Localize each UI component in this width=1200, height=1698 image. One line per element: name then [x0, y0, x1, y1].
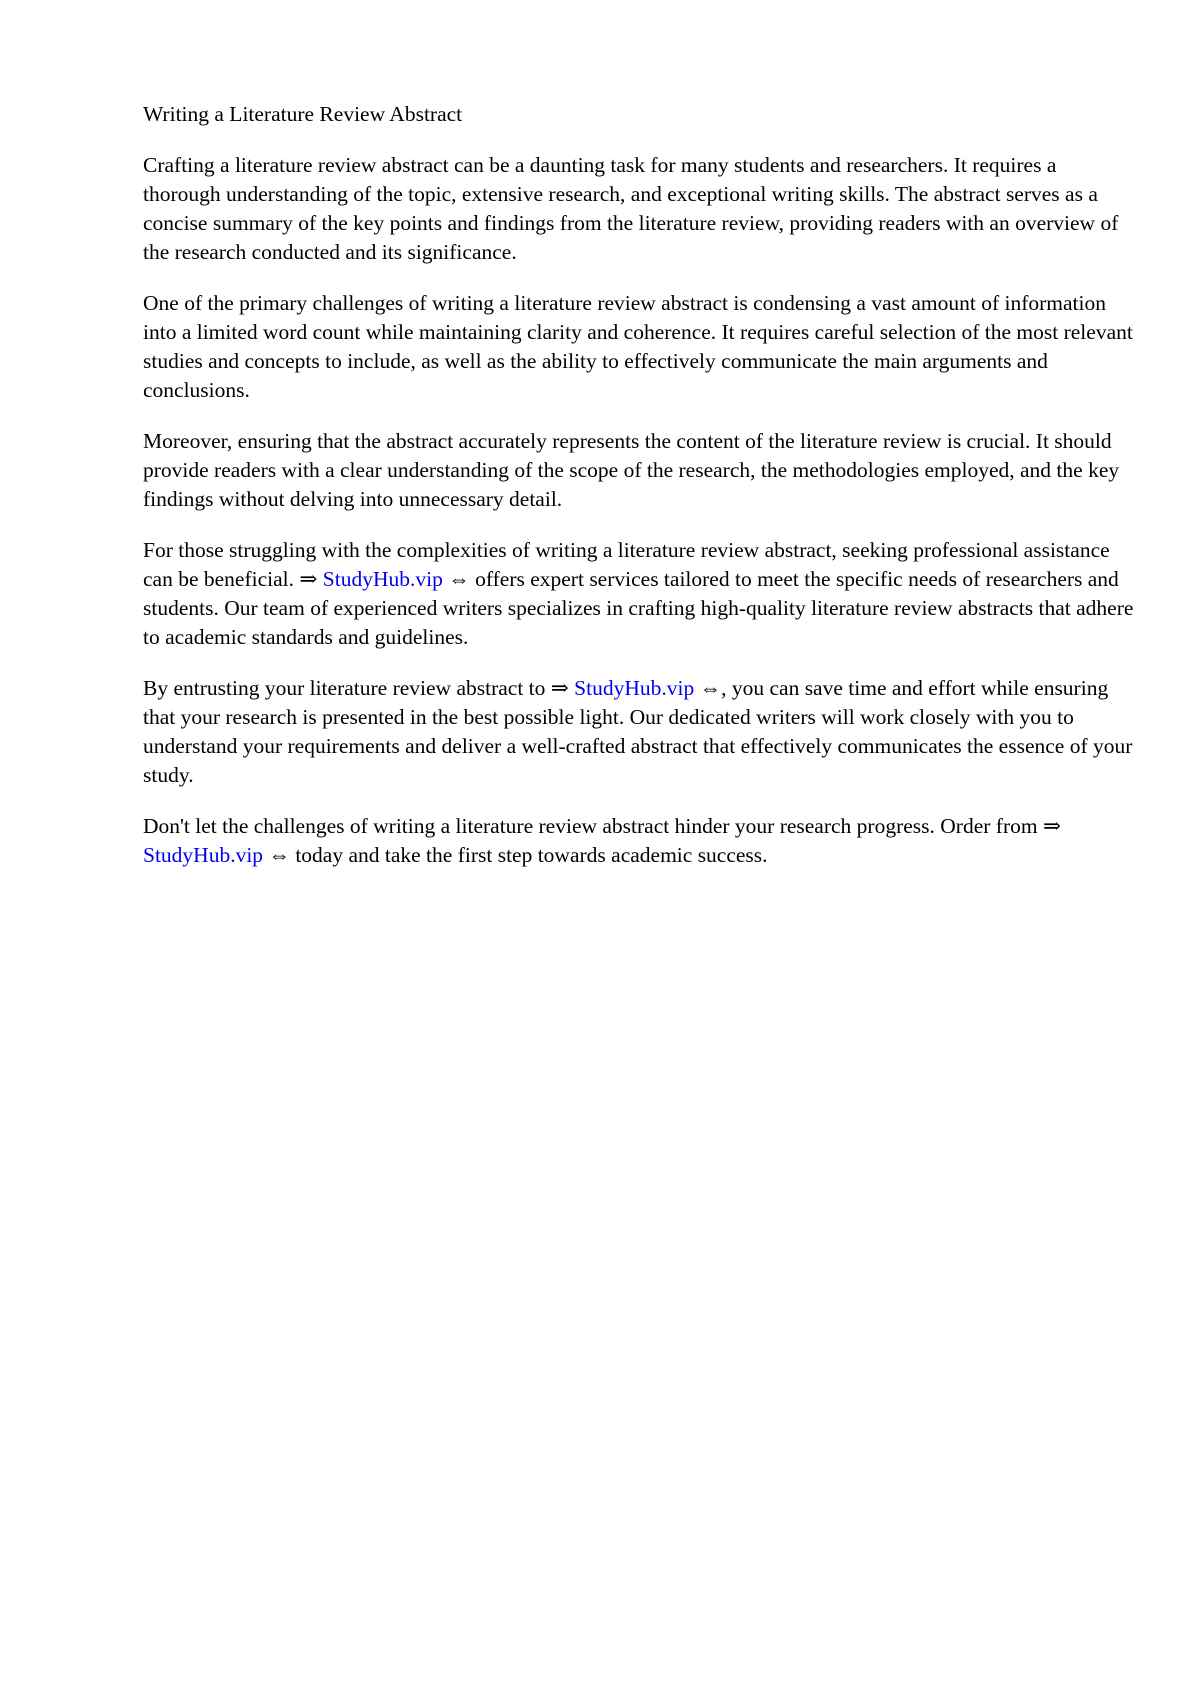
studyhub-link[interactable]: StudyHub.vip — [322, 567, 443, 591]
studyhub-link[interactable]: StudyHub.vip — [574, 676, 695, 700]
paragraph-order — [143, 812, 1138, 870]
studyhub-link[interactable]: StudyHub.vip — [143, 843, 264, 867]
document-page — [143, 100, 1138, 892]
paragraph-text: ⇔ offers expert services tailored to meet the specific needs of researchers and students. Our team of experienced writers specializes in crafting high-quality literature review abstracts that adhere to academic standards and guidelines. — [143, 567, 1134, 649]
paragraph-text: For those struggling with the complexities of writing a literature review abstract, seeking professional assistance can be beneficial. ⇒ — [143, 538, 1110, 591]
paragraph-intro: Crafting a literature review abstract can be a daunting task for many students and researchers. It requires a thorough understanding of the topic, extensive research, and exceptional writing skills. The abstract serves as a concise summary of the key points and findings from the literature review, providing readers with an overview of the research conducted and its significance. — [143, 153, 1119, 264]
paragraph-text: ⇔ today and take the first step towards academic success. — [263, 843, 768, 867]
paragraph-challenges: One of the primary challenges of writing a literature review abstract is condensing a vast amount of information into a limited word count while maintaining clarity and coherence. It requires careful selection of the most relevant studies and concepts to include, as well as the ability to effectively communicate the main arguments and conclusions. — [143, 291, 1133, 402]
paragraph-text: Don't let the challenges of writing a literature review abstract hinder your research progress. Order from ⇒ — [143, 814, 1061, 838]
paragraph-text: By entrusting your literature review abstract to ⇒ — [143, 676, 575, 700]
paragraph-text: ⇔, you can save time and effort while ensuring that your research is presented in the best possible light. Our dedicated writers will work closely with you to understand your requirements and deliver a well-crafted abstract that effectively communicates the essence of your study. — [143, 676, 1133, 787]
document-title: Writing a Literature Review Abstract — [143, 102, 463, 126]
paragraph-accuracy: Moreover, ensuring that the abstract accurately represents the content of the literature review is crucial. It should provide readers with a clear understanding of the scope of the research, the methodologies employed, and the key findings without delving into unnecessary detail. — [143, 429, 1120, 511]
paragraph-assistance — [143, 536, 1138, 652]
paragraph-entrusting — [143, 674, 1138, 790]
